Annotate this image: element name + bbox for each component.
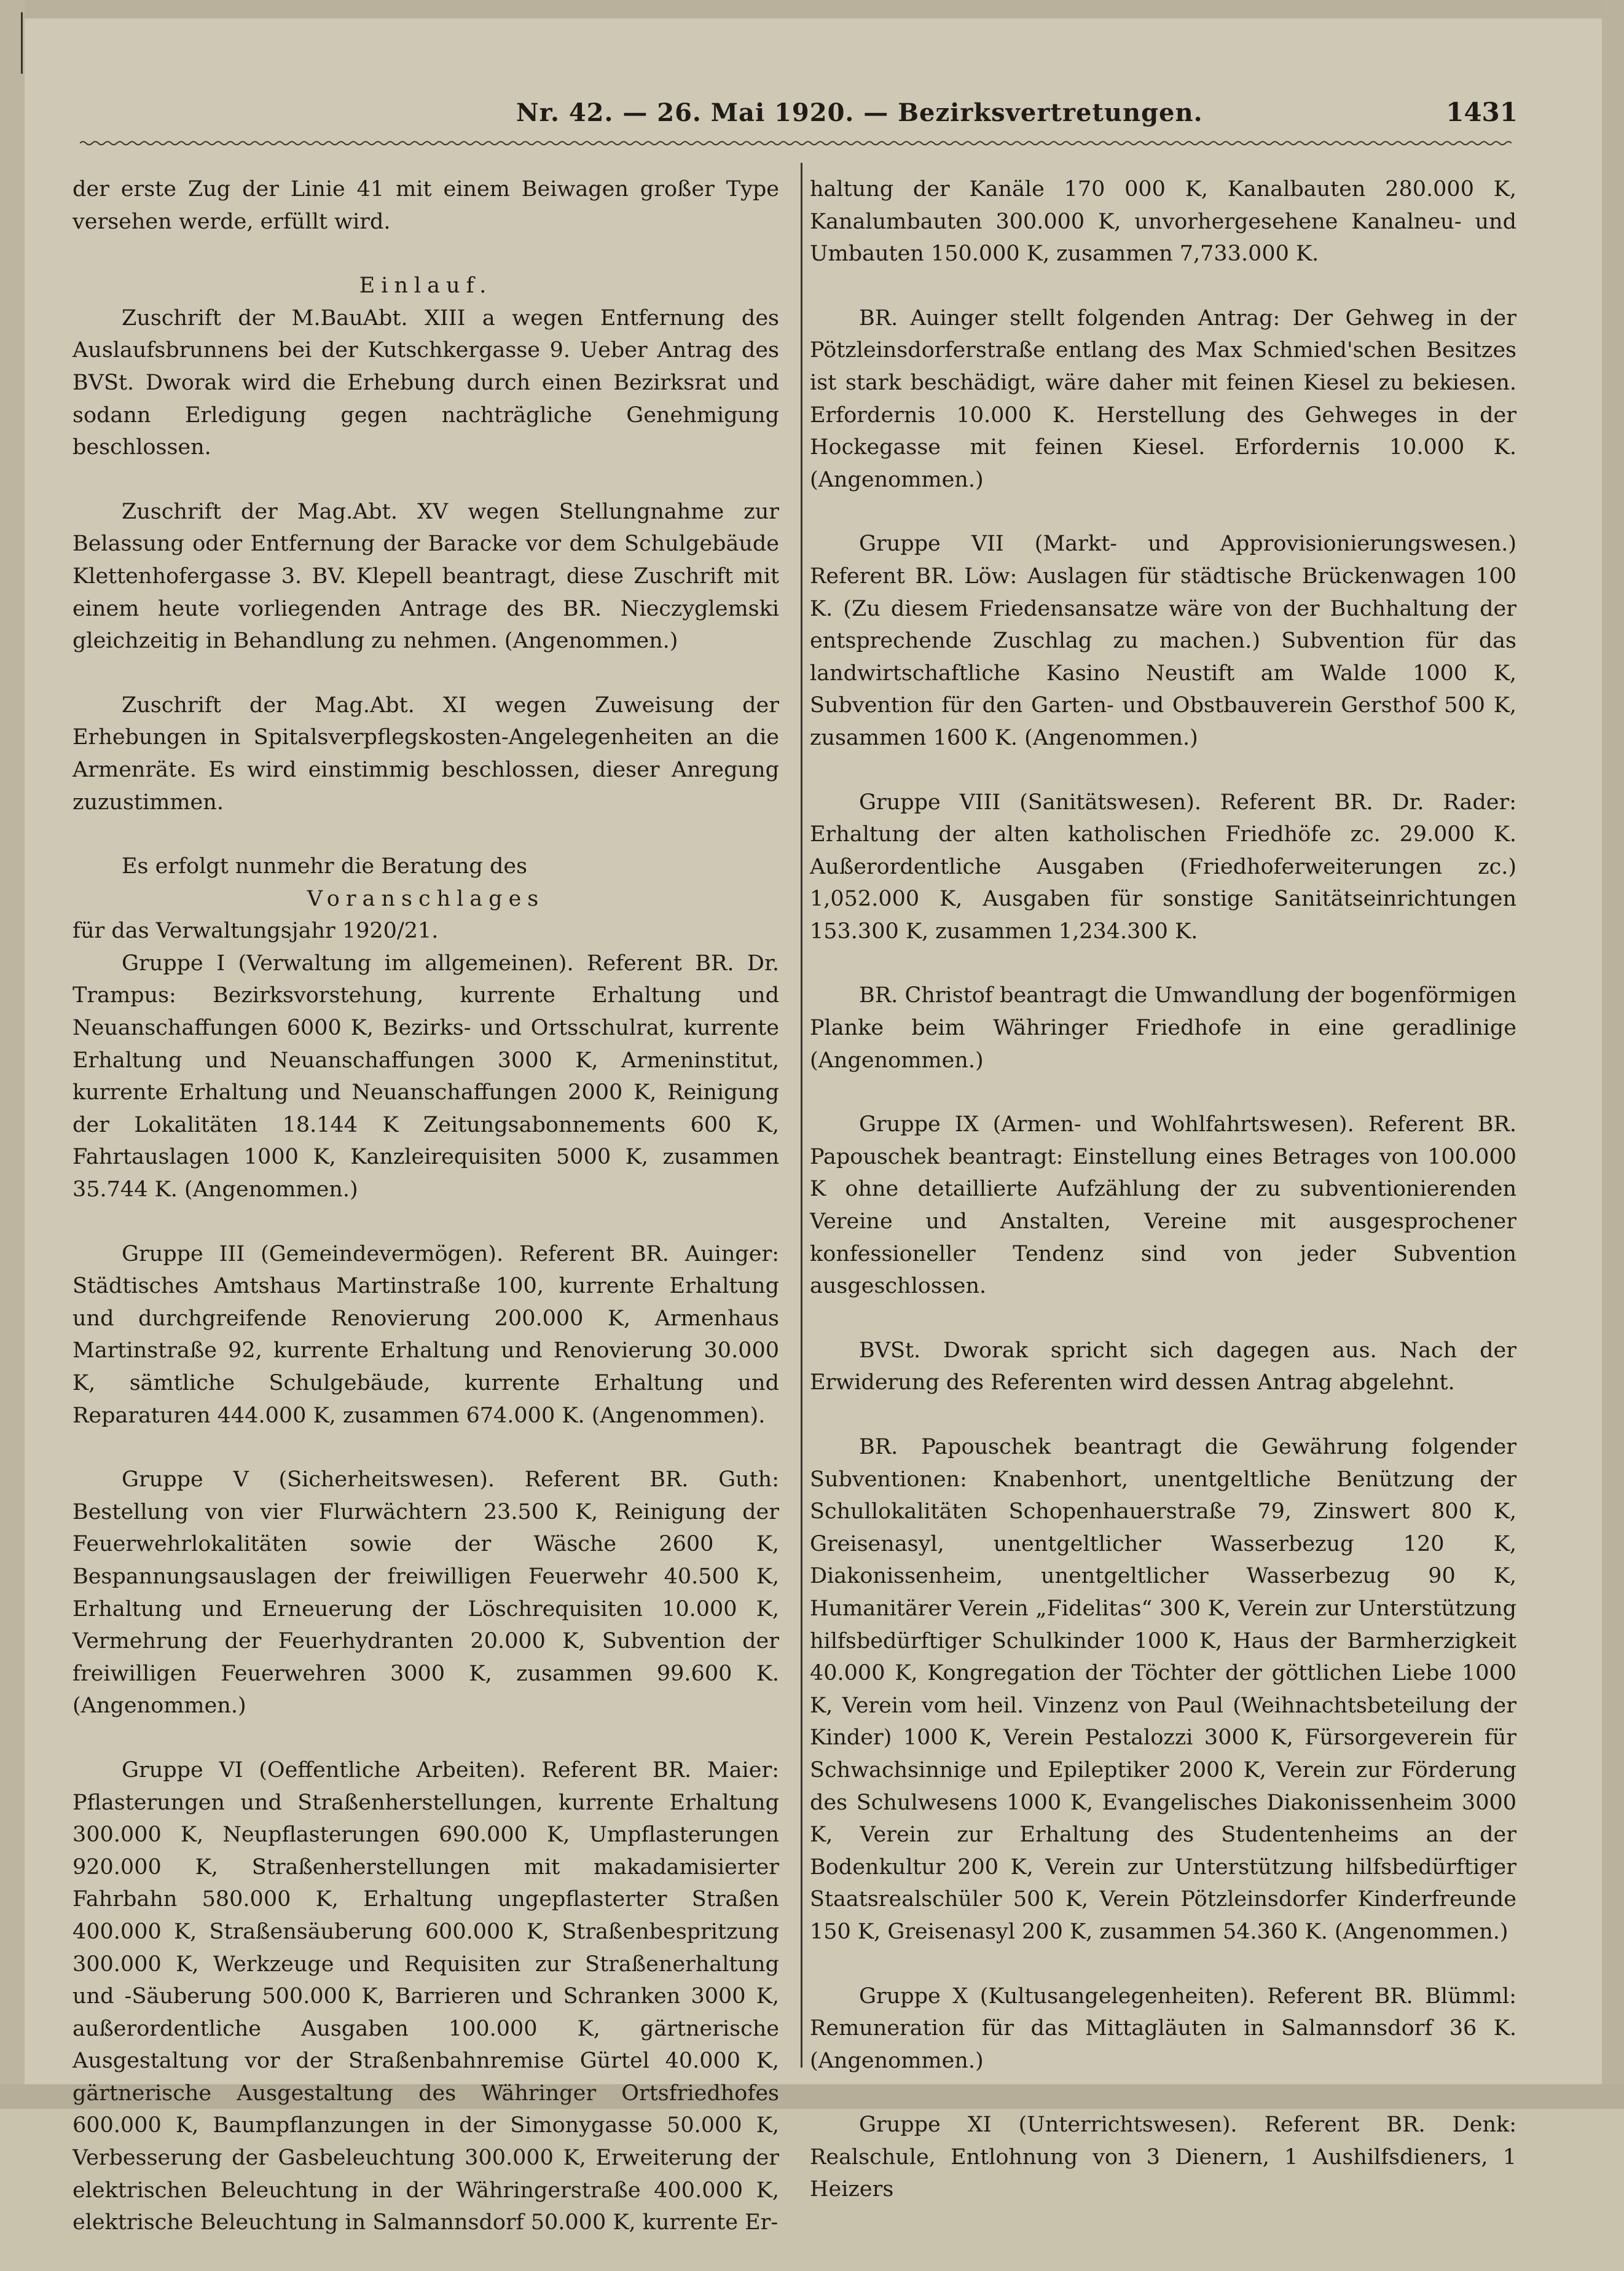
paragraph: Gruppe VI (Oeffentliche Arbeiten). Referent BR. Maier: Pflasterungen und Straßenherstellungen, kurrente Erhaltung 300.000 K, Neupflasterungen 690.000 K, Umpflasterungen 920.000 K, Straßenherstellungen mit makadamisierter Fahrbahn 580.000 K, Erhaltung ungepflasterter Straßen 400.000 K, Straßensäuberung 600.000 K, Straßenbespritzung 300.000 K, Werkzeuge und Requisiten zur Straßenerhaltung und -Säuberung 500.000 K, Barrieren und Schranken 3000 K, außerordentliche Ausgaben 100.000 K, gärtnerische Ausgestaltung vor der Straßenbahnremise Gürtel 40.000 K, gärtnerische Ausgestaltung des Währinger Ortsfriedhofes 600.000 K, Baumpflanzungen in der Simonygasse 50.000 K, Verbesserung der Gasbeleuchtung 300.000 K, Erweiterung der elektrischen Beleuchtung in der Währingerstraße 400.000 K, elektrische Beleuchtung in Salmannsdorf 50.000 K, kurrente Er- bbox=[73, 1757, 779, 2235]
paragraph: Gruppe V (Sicherheitswesen). Referent BR. Guth: Bestellung von vier Flurwächtern 23.500 K, Reinigung der Feuerwehrlokalitäten sowie der Wäsche 2600 K, Bespannungsauslagen der freiwilligen Feuerwehr 40.500 K, Erhaltung und Erneuerung der Löschrequisiten 10.000 K, Vermehrung der Feuerhydranten 20.000 K, Subvention der freiwilligen Feuerwehren 3000 K, zusammen 99.600 K. (Angenommen.) bbox=[73, 1467, 779, 1719]
running-header bbox=[74, 92, 1518, 141]
header-rule bbox=[80, 140, 1512, 146]
paragraph: Gruppe VII (Markt- und Approvisionierungswesen.) Referent BR. Löw: Auslagen für städtische Brückenwagen 100 K. (Zu diesem Friedensansatze wäre von der Buchhaltung der entsprechende Zuschlag zu machen.) Subvention für das landwirtschaftliche Kasino Neustift am Walde 1000 K, Subvention für den Garten- und Obstbauverein Gersthof 500 K, zusammen 1600 K. (Angenommen.) bbox=[810, 531, 1516, 750]
paragraph: Gruppe I (Verwaltung im allgemeinen). Referent BR. Dr. Trampus: Bezirksvorstehung, kurrente Erhaltung und Neuanschaffungen 6000 K, Bezirks- und Ortsschulrat, kurrente Erhaltung und Neuanschaffungen 3000 K, Armeninstitut, kurrente Erhaltung und Neuanschaffungen 2000 K, Reinigung der Lokalitäten 18.144 K Zeitungsabonnements 600 K, Fahrtauslagen 1000 K, Kanzleirequisiten 5000 K, zusammen 35.744 K. (Angenommen.) bbox=[73, 951, 779, 1202]
paragraph: Zuschrift der Mag.Abt. XI wegen Zuweisung der Erhebungen in Spitalsverpflegskosten-Angelegenheiten an die Armenräte. Es wird einstimmig beschlossen, dieser Anregung zuzustimmen. bbox=[73, 692, 779, 815]
paragraph: Gruppe XI (Unterrichtswesen). Referent BR. Denk: Realschule, Entlohnung von 3 Dienern, 1 Aushilfsdieners, 1 Heizers bbox=[810, 2112, 1516, 2202]
binding-mark bbox=[21, 12, 23, 74]
paragraph: haltung der Kanäle 170 000 K, Kanalbauten 280.000 K, Kanalumbauten 300.000 K, unvorhergesehene Kanalneu- und Umbauten 150.000 K, zusammen 7,733.000 K. bbox=[810, 177, 1516, 267]
paragraph: Gruppe IX (Armen- und Wohlfahrtswesen). Referent BR. Papouschek beantragt: Einstellung eines Betrages von 100.000 K ohne detaillierte Aufzählung der zu subventionierenden Vereine und Anstalten, Vereine mit ausgesprochener konfessioneller Tendenz sind von jeder Subvention ausgeschlossen. bbox=[810, 1112, 1516, 1299]
page-edge-left bbox=[0, 0, 25, 2109]
paragraph: Gruppe III (Gemeindevermögen). Referent BR. Auinger: Städtisches Amtshaus Martinstraße 100, kurrente Erhaltung und durchgreifende Renovierung 200.000 K, Armenhaus Martinstraße 92, kurrente Erhaltung und Renovierung 30.000 K, sämtliche Schulgebäude, kurrente Erhaltung und Reparaturen 444.000 K, zusammen 674.000 K. (Angenommen). bbox=[73, 1241, 779, 1428]
section-heading-voranschlag: Voranschlages bbox=[307, 886, 545, 911]
paragraph: der erste Zug der Linie 41 mit einem Beiwagen großer Type versehen werde, erfüllt wird. bbox=[73, 177, 779, 234]
paragraph: Zuschrift der Mag.Abt. XV wegen Stellungnahme zur Belassung oder Entfernung der Baracke vor dem Schulgebäude Klettenhofergasse 3. BV. Klepell beantragt, diese Zuschrift mit einem heute vorliegenden Antrage des BR. Nieczyglemski gleichzeitig in Behandlung zu nehmen. (Angenommen.) bbox=[73, 499, 779, 654]
page-edge-top bbox=[0, 0, 1624, 18]
paragraph: BR. Papouschek beantragt die Gewährung folgender Subventionen: Knabenhort, unentgeltliche Benützung der Schullokalitäten Schopenhauerstraße 79, Zinswert 800 K, Greisenasyl, unentgeltlicher Wasserbezug 120 K, Diakonissenheim, unentgeltlicher Wasserbezug 90 K, Humanitärer Verein „Fidelitas“ 300 K, Verein zur Unterstützung hilfsbedürftiger Schulkinder 1000 K, Haus der Barmherzigkeit 40.000 K, Kongregation der Töchter der göttlichen Liebe 1000 K, Verein vom heil. Vinzenz von Paul (Weihnachtsbeteilung der Kinder) 1000 K, Verein Pestalozzi 3000 K, Fürsorgeverein für Schwachsinnige und Epileptiker 2000 K, Verein zur Förderung des Schulwesens 1000 K, Evangelisches Diakonissenheim 3000 K, Verein zur Erhaltung des Studentenheims an der Bodenkultur 200 K, Verein zur Unterstützung hilfsbedürftiger Staatsrealschüler 500 K, Verein Pötzleinsdorfer Kinderfreunde 150 K, Greisenasyl 200 K, zusammen 54.360 K. (Angenommen.) bbox=[810, 1435, 1516, 1944]
paragraph: Gruppe VIII (Sanitätswesen). Referent BR. Dr. Rader: Erhaltung der alten katholischen Friedhöfe zc. 29.000 K. Außerordentliche Ausgaben (Friedhoferweiterungen zc.) 1,052.000 K, Ausgaben für sonstige Sanitätseinrichtungen 153.300 K, zusammen 1,234.300 K. bbox=[810, 790, 1516, 944]
paragraph: Zuschrift der M.BauAbt. XIII a wegen Entfernung des Auslaufsbrunnens bei der Kutschkergasse 9. Ueber Antrag des BVSt. Dworak wird die Erhebung durch einen Bezirksrat und sodann Erledigung gegen nachträgliche Genehmigung beschlossen. bbox=[73, 305, 779, 460]
left-column bbox=[73, 173, 779, 2271]
paragraph: BVSt. Dworak spricht sich dagegen aus. Nach der Erwiderung des Referenten wird dessen Antrag abgelehnt. bbox=[810, 1338, 1516, 1395]
column-divider bbox=[801, 163, 802, 2068]
paragraph: BR. Auinger stellt folgenden Antrag: Der Gehweg in der Pötzleinsdorferstraße entlang des Max Schmied'schen Besitzes ist stark beschädigt, wäre daher mit feinen Kiesel zu bekiesen. Erfordernis 10.000 K. Herstellung des Gehweges in der Hockegasse mit feinen Kiesel. Erfordernis 10.000 K. (Angenommen.) bbox=[810, 305, 1516, 492]
page-number: 1431 bbox=[1446, 97, 1518, 127]
paragraph: Es erfolgt nunmehr die Beratung des bbox=[122, 854, 528, 879]
paragraph: BR. Christof beantragt die Umwandlung der bogenförmigen Planke beim Währinger Friedhofe in eine geradlinige (Angenommen.) bbox=[810, 983, 1516, 1073]
right-column bbox=[810, 173, 1516, 2238]
section-heading-einlauf: Einlauf. bbox=[359, 273, 493, 299]
paragraph: für das Verwaltungsjahr 1920/21. bbox=[73, 919, 439, 944]
header-title: Nr. 42. — 26. Mai 1920. — Bezirksvertretungen. bbox=[516, 98, 1203, 127]
paragraph: Gruppe X (Kultusangelegenheiten). Referent BR. Blümml: Remuneration für das Mittagläuten in Salmannsdorf 36 K. (Angenommen.) bbox=[810, 1983, 1516, 2073]
page-edge-right bbox=[1602, 0, 1624, 2109]
